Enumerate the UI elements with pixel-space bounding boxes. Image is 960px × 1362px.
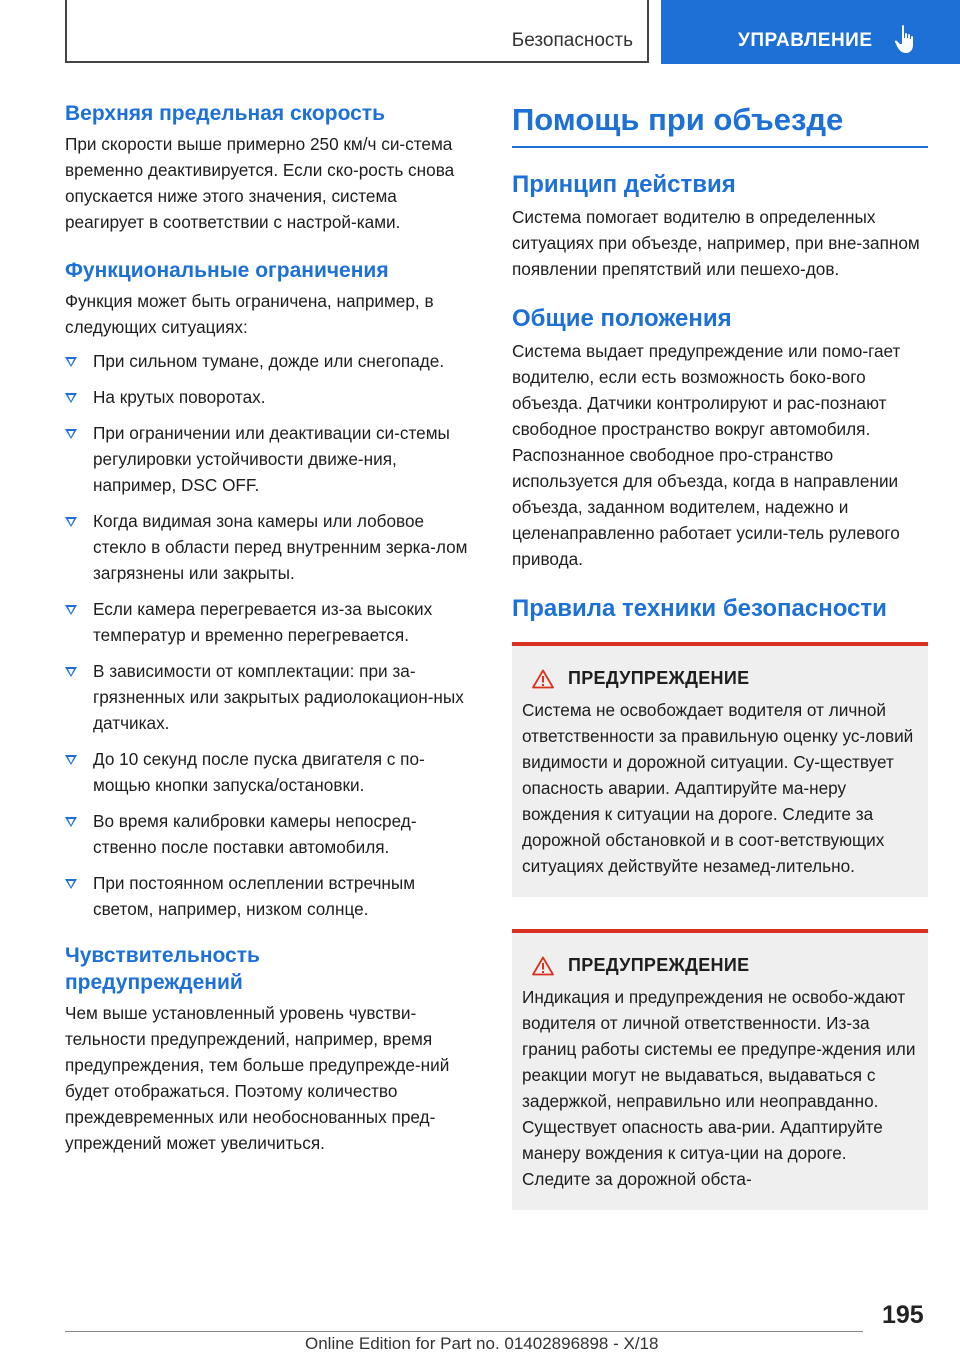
list-item: На крутых поворотах. <box>65 384 477 410</box>
heading-sensitivity: Чувствительность предупреждений <box>65 944 260 994</box>
heading-top-speed: Верхняя предельная скорость <box>65 102 385 125</box>
section-limitations <box>65 257 477 922</box>
warning-text-2: Индикация и предупреждения не освобо-ждают водителя от личной ответственности. Из-за границ работы системы ее предупре-ждения или реакции могут не выдаваться, выдаваться с задержкой, неправильно или неоправданно. Существует опасность ава-рии. Адаптируйте манеру вождения к ситуа-ции на дороге. Следите за дорожной обста- <box>522 987 916 1189</box>
header-chapter-label: УПРАВЛЕНИЕ <box>738 30 873 51</box>
triangle-bullet-icon <box>65 667 77 677</box>
triangle-bullet-icon <box>65 429 77 439</box>
header-section-label: Безопасность <box>511 30 633 51</box>
page-title: Помощь при объезде <box>512 100 928 148</box>
page-number: 195 <box>882 1301 924 1329</box>
header-chapter-tab[interactable] <box>661 0 960 64</box>
list-item: Когда видимая зона камеры или лобовое стекло в области перед внутренним зерка-лом загрязнены или закрыты. <box>65 508 477 586</box>
warning-box-1 <box>512 642 928 897</box>
footer-divider <box>65 1331 863 1332</box>
heading-limitations: Функциональные ограничения <box>65 259 389 282</box>
list-item: Во время калибровки камеры непосред-ственно после поставки автомобиля. <box>65 808 477 860</box>
section-principle <box>512 170 928 282</box>
warning-label: ПРЕДУПРЕЖДЕНИЕ <box>568 668 750 688</box>
section-sensitivity <box>65 942 477 1156</box>
footer-edition: Online Edition for Part no. 01402896898 - X/18 <box>305 1334 659 1353</box>
warning-box-2 <box>512 929 928 1210</box>
warning-text-1: Система не освобождает водителя от личной ответственности за правильную оценку ус-ловий видимости и дорожной ситуации. Су-ществует опасность аварии. Адаптируйте ма-неру вождения к ситуации на дороге. Следите за дорожной обстановкой и в соот-ветствующих ситуациях действуйте незамед-лительно. <box>522 700 914 876</box>
limitations-list <box>65 348 477 922</box>
list-item: При сильном тумане, дожде или снегопаде. <box>65 348 477 374</box>
list-item: При ограничении или деактивации си-стемы регулировки устойчивости движе-ния, например, DSC OFF. <box>65 420 477 498</box>
triangle-bullet-icon <box>65 605 77 615</box>
warning-triangle-icon <box>532 669 554 689</box>
list-item: До 10 секунд после пуска двигателя с по-мощью кнопки запуска/остановки. <box>65 746 477 798</box>
list-item: Если камера перегревается из-за высоких температур и временно перегревается. <box>65 596 477 648</box>
list-item: В зависимости от комплектации: при за-грязненных или закрытых радиолокацион-ных датчиках. <box>65 658 477 736</box>
right-column <box>512 100 928 1210</box>
triangle-bullet-icon <box>65 393 77 403</box>
triangle-bullet-icon <box>65 879 77 889</box>
triangle-bullet-icon <box>65 517 77 527</box>
triangle-bullet-icon <box>65 357 77 367</box>
warning-label: ПРЕДУПРЕЖДЕНИЕ <box>568 955 750 975</box>
hand-pointer-icon <box>894 24 920 54</box>
header-section-box <box>65 0 649 63</box>
text-sensitivity: Чем выше установленный уровень чувстви-тельности предупреждений, например, время предупреждения, тем больше предупрежде-ний будет отображаться. Поэтому количество преждевременных или необоснованных пред-упреждений может увеличиться. <box>65 1003 450 1153</box>
text-limitations-intro: Функция может быть ограничена, например, в следующих ситуациях: <box>65 291 434 337</box>
text-general: Система выдает предупреждение или помо-гает водителю, если есть возможность боко-вого объезда. Датчики контролируют и рас-познают свободное пространство вокруг автомобиля. Распознанное свободное про-странство используется для объезда, когда в направлении объезда, заданном водителем, надежно и целенаправленно работает усили-тель рулевого привода. <box>512 341 901 569</box>
triangle-bullet-icon <box>65 817 77 827</box>
section-top-speed <box>65 100 477 235</box>
section-general <box>512 304 928 572</box>
triangle-bullet-icon <box>65 755 77 765</box>
text-top-speed: При скорости выше примерно 250 км/ч си-стема временно деактивируется. Если ско-рость снова опускается ниже этого значения, система реагирует в соответствии с настрой-ками. <box>65 134 455 232</box>
heading-general: Общие положения <box>512 305 732 332</box>
heading-safety: Правила техники безопасности <box>512 595 887 622</box>
left-column <box>65 100 477 1156</box>
section-safety <box>512 594 928 624</box>
text-principle: Система помогает водителю в определенных ситуациях при объезде, например, при вне-запном появлении препятствий или пешехо-дов. <box>512 207 920 279</box>
list-item: При постоянном ослеплении встречным светом, например, низком солнце. <box>65 870 477 922</box>
heading-principle: Принцип действия <box>512 171 736 198</box>
warning-triangle-icon <box>532 956 554 976</box>
